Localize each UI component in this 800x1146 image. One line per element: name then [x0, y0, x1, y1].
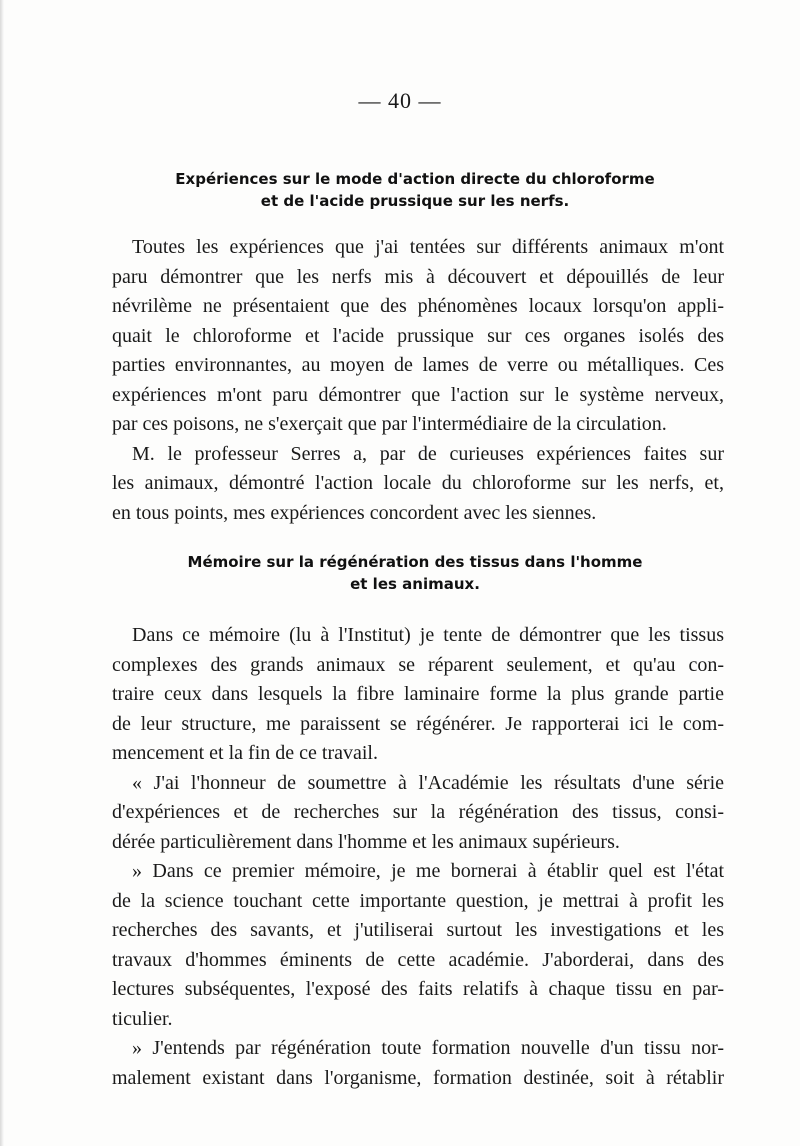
- paragraph-line: M. le professeur Serres a, par de curieuses expériences faites sur: [132, 442, 724, 465]
- paragraph-line: « J'ai l'honneur de soumettre à l'Académie les résultats d'une série: [132, 771, 724, 794]
- paragraph-line: travaux d'hommes éminents de cette académie. J'aborderai, dans des: [112, 948, 724, 971]
- paragraph-line: traire ceux dans lesquels la fibre laminaire forme la plus grande partie: [112, 683, 724, 705]
- section-body-chloroform: [112, 233, 724, 528]
- paragraph-line: » Dans ce premier mémoire, je me bornerai à établir quel est l'état: [132, 860, 724, 882]
- section-heading-regeneration: [120, 551, 710, 595]
- paragraph-line: complexes des grands animaux se réparent seulement, et qu'au con-: [112, 653, 724, 676]
- paragraph-line: d'expériences et de recherches sur la régénération des tissus, consi-: [112, 801, 724, 823]
- paragraph-line: dérée particulièrement dans l'homme et les animaux supérieurs.: [112, 830, 620, 853]
- heading-line: et les animaux.: [350, 575, 480, 593]
- paragraph-line: par ces poisons, ne s'exerçait que par l'intermédiaire de la circulation.: [112, 413, 667, 435]
- paragraph-line: » J'entends par régénération toute formation nouvelle d'un tissu nor-: [132, 1037, 724, 1059]
- paragraph-line: recherches des savants, et j'utiliserai surtout les investigations et les: [112, 919, 724, 941]
- paragraph-line: paru démontrer que les nerfs mis à découvert et dépouillés de leur: [112, 265, 724, 288]
- heading-line: Expériences sur le mode d'action directe du chloroforme: [175, 170, 655, 188]
- paragraph-line: Toutes les expériences que j'ai tentées sur différents animaux m'ont: [132, 236, 724, 258]
- paragraph-line: ticulier.: [112, 1007, 173, 1030]
- paragraph-line: lectures subséquentes, l'exposé des faits relatifs à chaque tissu en par-: [112, 978, 724, 1000]
- paragraph-line: en tous points, mes expériences concordent avec les siennes.: [112, 501, 597, 524]
- heading-line: Mémoire sur la régénération des tissus dans l'homme: [187, 553, 643, 571]
- paragraph-line: de leur structure, me paraissent se régénérer. Je rapporterai ici le com-: [112, 712, 724, 735]
- section-heading-chloroform: [120, 168, 710, 212]
- paragraph-line: névrilème ne présentaient que des phénomènes locaux lorsqu'on appli-: [112, 295, 724, 317]
- paragraph-line: quait le chloroforme et l'acide prussique sur ces organes isolés des: [112, 324, 724, 347]
- paragraph-line: mencement et la fin de ce travail.: [112, 742, 378, 764]
- paragraph-line: parties environnantes, au moyen de lames de verre ou métalliques. Ces: [112, 354, 724, 376]
- section-body-regeneration: [112, 621, 724, 1093]
- paragraph-line: malement existant dans l'organisme, formation destinée, soit à rétablir: [112, 1066, 724, 1089]
- paragraph-line: de la science touchant cette importante question, je mettrai à profit les: [112, 889, 724, 912]
- page-number: — 40 —: [358, 88, 442, 113]
- paragraph-line: les animaux, démontré l'action locale du chloroforme sur les nerfs, et,: [112, 472, 724, 494]
- paragraph-line: expériences m'ont paru démontrer que l'action sur le système nerveux,: [112, 383, 724, 406]
- heading-line: et de l'acide prussique sur les nerfs.: [260, 192, 570, 210]
- paragraph-line: Dans ce mémoire (lu à l'Institut) je tente de démontrer que les tissus: [132, 624, 724, 646]
